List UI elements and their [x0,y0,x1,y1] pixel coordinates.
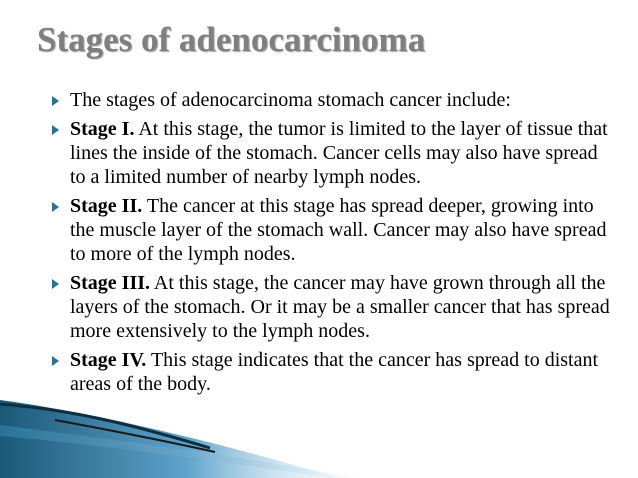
bullet-text: At this stage, the cancer may have grown through all the layers of the stomach. Or it may be a smaller cancer that has spread more extensively to the lymph nodes. [70,272,610,342]
stage-label: Stage III. [70,272,151,294]
wave-shape-main [0,400,340,478]
bullet-text: At this stage, the tumor is limited to the layer of tissue that lines the inside of the stomach. Cancer cells may also have spread to a limited number of nearby lymph nodes. [70,118,608,188]
triangle-bullet-icon [52,125,59,135]
bullet-item-stage-2 [50,194,610,266]
wave-shape-light [0,425,360,478]
bullet-item-stage-3 [50,271,610,343]
bullet-item-stage-1 [50,117,610,189]
stage-label: Stage II. [70,195,143,217]
triangle-bullet-icon [52,279,59,289]
bullet-list [50,88,610,401]
stage-label: Stage IV. [70,349,147,371]
triangle-bullet-icon [52,356,59,366]
wave-line-thin [55,420,215,452]
slide-title: Stages of adenocarcinoma [37,20,426,59]
triangle-bullet-icon [52,96,59,106]
bullet-item-intro [50,88,610,112]
bullet-text: The stages of adenocarcinoma stomach cancer include: [70,89,511,111]
wave-line-dark [0,404,210,448]
bullet-text: This stage indicates that the cancer has spread to distant areas of the body. [70,349,599,395]
stage-label: Stage I. [70,118,135,140]
triangle-bullet-icon [52,202,59,212]
bullet-text: The cancer at this stage has spread deeper, growing into the muscle layer of the stomach wall. Cancer may also have spread to more of the lymph nodes. [70,195,607,265]
bullet-item-stage-4 [50,348,610,396]
